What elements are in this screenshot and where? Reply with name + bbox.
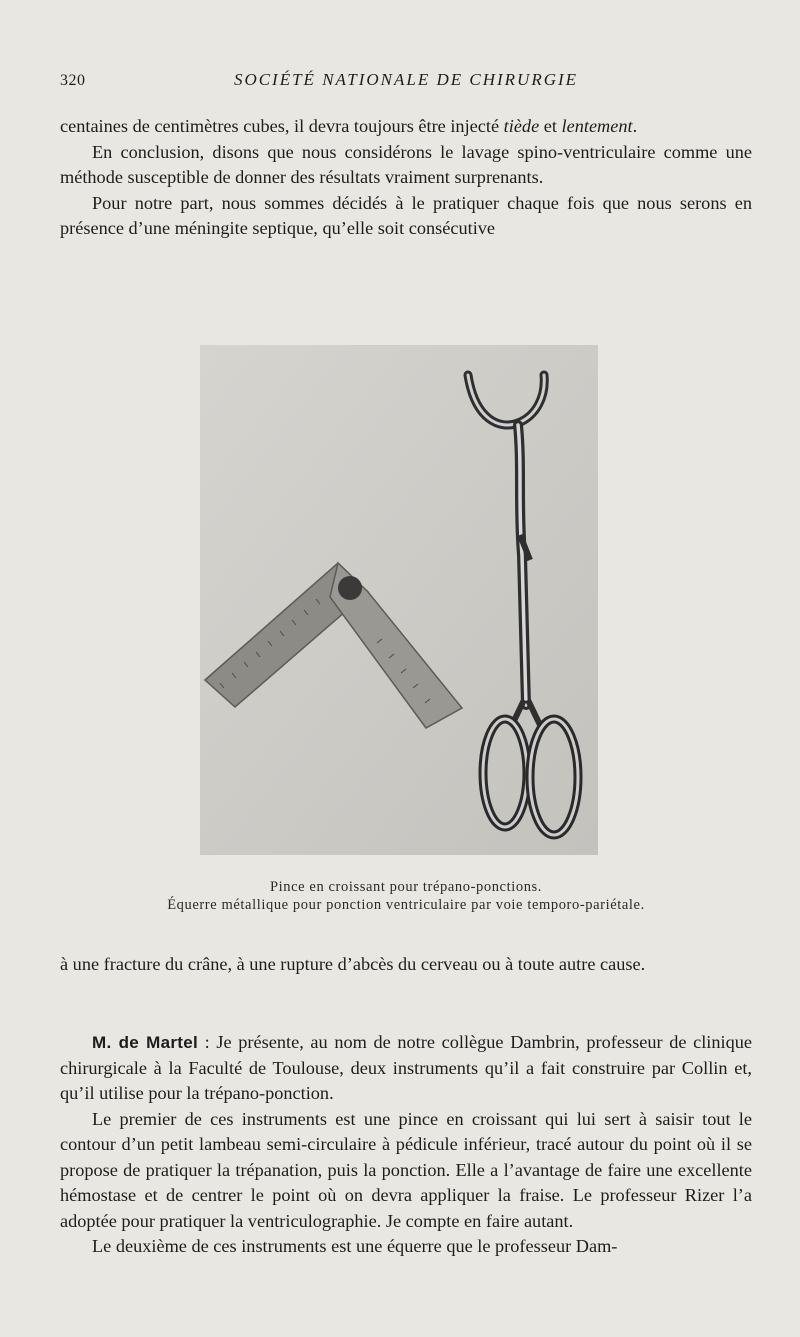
figure-caption [60,878,752,914]
paragraph-1: centaines de centimètres cubes, il devra toujours être injecté tiède et lentement. [60,116,638,136]
page-number: 320 [60,72,86,89]
text-block-continued [60,952,752,978]
paragraph-continued: à une fracture du crâne, à une rupture d’abcès du cerveau ou à toute autre cause. [60,954,646,974]
caption-line-2: Équerre métallique pour ponction ventriculaire par voie temporo-pariétale. [167,897,645,913]
text-block-top [60,114,752,242]
paragraph-3: Pour notre part, nous sommes décidés à le pratiquer chaque fois que nous serons en présence d’une méningite septique, qu’elle soit consécutive [60,192,752,238]
instrument-photograph [200,345,598,855]
text-block-section [60,1030,752,1260]
running-head: SOCIÉTÉ NATIONALE DE CHIRURGIE [233,70,579,89]
section-paragraph-3: Le deuxième de ces instruments est une équerre que le professeur Dam- [92,1236,618,1256]
section-paragraph-1: M. de Martel : Je présente, au nom de notre collègue Dambrin, professeur de clinique chirurgicale à la Faculté de Toulouse, deux instruments qu’il a fait construire par Collin et, qu’il utilise pour la trépano-ponction. [60,1032,752,1103]
instrument-illustration [200,345,598,855]
page-header [60,70,752,96]
paragraph-2: En conclusion, disons que nous considérons le lavage spino-ventriculaire comme une méthode susceptible de donner des résultats vraiment surprenants. [60,141,752,187]
section-paragraph-2: Le premier de ces instruments est une pince en croissant qui lui sert à saisir tout le contour d’un petit lambeau semi-circulaire à pédicule inférieur, tracé autour du point où il se propose de pratiquer la trépanation, puis la ponction. Elle a l’avantage de faire une excellente hémostase et de centrer le point où on devra appliquer la fraise. Le professeur Rizer l’a adoptée pour pratiquer la ventriculographie. Je compte en faire autant. [60,1108,752,1231]
caption-line-1: Pince en croissant pour trépano-ponctions. [269,879,543,895]
speaker-name: M. de Martel [92,1033,199,1052]
